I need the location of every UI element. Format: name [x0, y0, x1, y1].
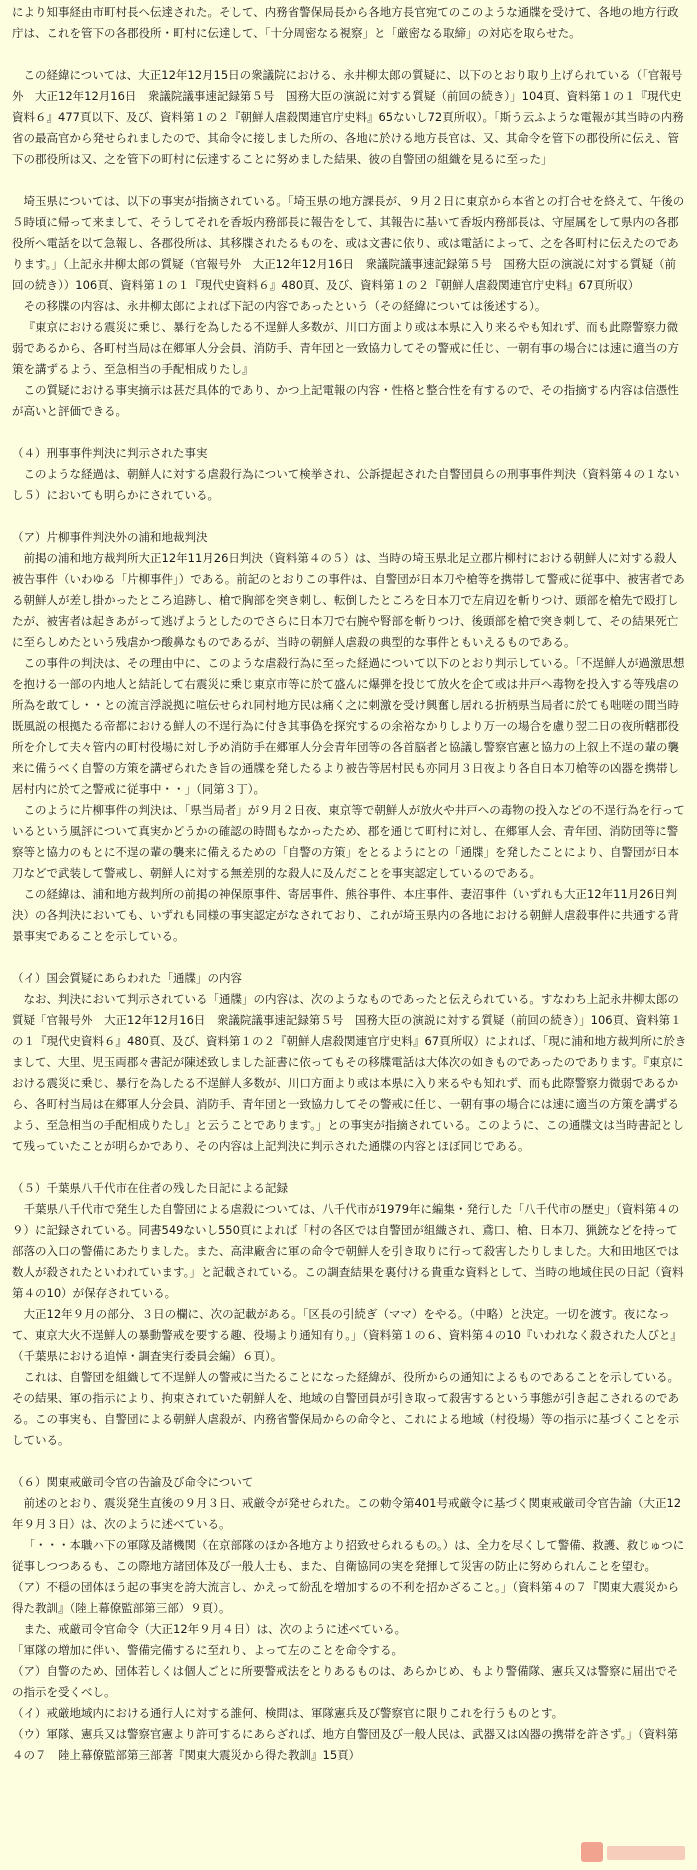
paragraph: このように片柳事件の判決は、「県当局者」が９月２日夜、東京等で朝鮮人が放火や井戸への毒物の投入などの不逞行為を行っているという風評について真実かどうかの確認の時間もなかったため、郡を通じて町村に対し、在郷軍人会、青年団、消防団等に警察等と協力のもとに不逞の輩の襲来に備えるための「自警の方策」をとるようにとの「通牒」を発したことにより、自警団が日本刀などで武装して警戒し、朝鮮人に対する無差別的な殺人に及んだことを事実認定しているのである。: [12, 803, 685, 880]
paragraph: により知事経由市町村長へ伝達された。そして、内務省警保局長から各地方長官宛てのこのような通牒を受けて、各地の地方行政庁は、これを管下の各郡役所・町村に伝達して、「十分周密なる視察」と「厳密なる取締」の対応を取らせた。: [12, 5, 679, 40]
paragraph: この経緯については、大正12年12月15日の衆議院における、永井柳太郎の質疑に、以下のとおり取り上げられている（「官報号外 大正12年12月16日 衆議院議事速記録第５号 国務大臣の演説に対する質疑（前回の続き）」104頁、資料第１の１『現代史資料６』477頁以下、及び、資料第１の２『朝鮮人虐殺関連官庁史料』65ないし72頁所収）。「斯う云ふような電報が其当時の内務省の最高官から発せられましたので、其命令に接しました所の、各地に於ける地方長官は、又、其命令を管下の郡役所に伝え、管下の郡役所は又、之を管下の町村に伝達することに努めました結果、彼の自警団の組織を見るに至った」: [12, 68, 684, 166]
paragraph-gap: [12, 506, 687, 527]
paragraph: 「軍隊の増加に伴い、警備完備するに至れり、よって左のことを命令する。: [12, 1643, 403, 1657]
paragraph-gap: [12, 947, 687, 968]
paragraph: 前述のとおり、震災発生直後の９月３日、戒厳令が発せられた。この勅令第401号戒厳令に基づく関東戒厳司令官告諭（大正12年９月３日）は、次のように述べている。: [12, 1496, 682, 1531]
paragraph: （イ）国会質疑にあらわれた「通牒」の内容: [12, 971, 242, 985]
paragraph: 埼玉県については、以下の事実が指摘されている。「埼玉県の地方課長が、９月２日に東京から本省との打合せを終えて、午後の５時頃に帰って来まして、そうしてそれを香坂内務部長に報告をして、其報告に基いて香坂内務部長は、守屋属をして県内の各郡役所へ電話を以て急報し、各郡役所は、其移牒されたるものを、或は文書に依り、或は電話によって、之を各町村に伝えたのであります。」（上記永井柳太郎の質疑（官報号外 大正12年12月16日 衆議院議事速記録第５号 国務大臣の演説に対する質疑（前回の続き））106頁、資料第１の１『現代史資料６』480頁、及び、資料第１の２『朝鮮人虐殺関連官庁史料』67頁所収）: [12, 194, 685, 292]
paragraph: 「・・・本職ハ下の軍隊及諸機関（在京部隊のほか各地方より招致せられるもの。）は、全力を尽くして警備、救護、救じゅつに従事しつつあるも、この際地方諸団体及び一般人士も、また、自衛協同の実を発揮して災害の防止に努められんことを望む。: [12, 1538, 685, 1573]
paragraph: （ア）片柳事件判決外の浦和地裁判決: [12, 530, 208, 544]
paragraph: （ア）不穏の団体ほう起の事実を誇大流言し、かえって紛乱を増加するの不利を招かざること。」（資料第４の７『関東大震災から得た教訓』（陸上幕僚監部第三部）９頁）。: [12, 1580, 679, 1615]
paragraph-gap: [12, 170, 687, 191]
paragraph: 大正12年９月の部分、３日の欄に、次の記載がある。「区長の引続ぎ（ママ）をやる。（中略）と決定。一切を渡す。夜になって、東京大火不逞鮮人の暴動警戒を要する趣、役場より通知有り。」（資料第１の６、資料第４の10『いわれなく殺された人びと』（千葉県における追悼・調査実行委員会編）６頁）。: [12, 1307, 682, 1363]
paragraph: 『東京における震災に乗じ、暴行を為したる不逞鮮人多数が、川口方面より或は本県に入り来るやも知れず、而も此際警察力微弱であるから、各町村当局は在郷軍人分会員、消防手、青年団と一致協力してその警戒に任じ、一朝有事の場合には速に適当の方策を講ずるよう、至急相当の手配相成りたし』: [12, 320, 679, 376]
paragraph-gap: [12, 1157, 687, 1178]
paragraph: このような経過は、朝鮮人に対する虐殺行為について検挙され、公訴提起された自警団員らの刑事事件判決（資料第４の１ないし５）においても明らかにされている。: [12, 467, 680, 502]
paragraph-gap: [12, 44, 687, 65]
paragraph: この質疑における事実摘示は甚だ具体的であり、かつ上記電報の内容・性格と整合性を有するので、その指摘する内容は信憑性が高いと評価できる。: [12, 383, 679, 418]
paragraph-gap: [12, 1451, 687, 1472]
paragraph: 千葉県八千代市で発生した自警団による虐殺については、八千代市が1979年に編集・発行した「八千代市の歴史」（資料第４の９）に記録されている。同書549ないし550頁によれば「村の各区では自警団が組織され、鳶口、槍、日本刀、猟銃などを持って部落の入口の警備にあたりました。また、高津廠舎に軍の命令で朝鮮人を引き取りに行って殺害したりしました。大和田地区では数人が殺されたといわれています。」と記載されている。この調査結果を裏付ける貴重な資料として、当時の地域住民の日記（資料第４の10）が保存されている。: [12, 1202, 684, 1300]
paragraph-gap: [12, 422, 687, 443]
paragraph: その移牒の内容は、永井柳太郎によれば下記の内容であったという（その経緯については後述する）。: [23, 299, 547, 313]
paragraph: この事件の判決は、その理由中に、このような虐殺行為に至った経過について以下のとおり判示している。「不逞鮮人が過激思想を抱ける一部の内地人と結託して右震災に乗じ東京市等に於て盛んに爆弾を投じて放火を企て或は井戸へ毒物を投入する等残虐の所為を敢てし・・との流言浮説拠に喧伝せられ同村地方民は痛く之に刺激を受け興奮し居れる折柄県当局者に於ても咄嗟の間当時既風説の根拠たる帝都における鮮人の不逞行為に付き其事偽を探究するの余裕なかりしより万一の場合を慮り翌二日の夜所轄郡役所を介して夫々管内の町村役場に対し予め消防手在郷軍人分会青年団等の各首脳者と協議し警察官憲と協力の上叙上不逞の輩の襲来に備うべく自警の方策を講ぜられたき旨の通牒を発したるより被告等居村民も亦同月３日夜より各自日本刀槍等の凶器を携帯し居村内に於て之警戒に従事中・・」（同第３丁）。: [12, 656, 685, 796]
watermark-logo: [579, 1838, 689, 1866]
paragraph: （４）刑事事件判決に判示された事実: [12, 446, 208, 460]
paragraph: （イ）戒厳地域内における通行人に対する誰何、検問は、軍隊憲兵及び警察官に限りこれを行うものとす。: [12, 1706, 564, 1720]
paragraph: （ウ）軍隊、憲兵又は警察官憲より許可するにあらざれば、地方自警団及び一般人民は、武器又は凶器の携帯を許さず。」（資料第４の７ 陸上幕僚監部第三部著『関東大震災から得た教訓』15頁）: [12, 1727, 679, 1762]
paragraph: （５）千葉県八千代市在住者の残した日記による記録: [12, 1181, 288, 1195]
paragraph: （６）関東戒厳司令官の告諭及び命令について: [12, 1475, 254, 1489]
paragraph: また、戒厳司令官命令（大正12年９月４日）は、次のように述べている。: [23, 1622, 407, 1636]
paragraph: なお、判決において判示されている「通牒」の内容は、次のようなものであったと伝えられている。すなわち上記永井柳太郎の質疑「官報号外 大正12年12月16日 衆議院議事速記録第５号 国務大臣の演説に対する質疑（前回の続き）」106頁、資料第１の１『現代史資料６』480頁、及び、資料第１の２『朝鮮人虐殺関連官庁史料』67頁所収）によれば、「現に浦和地方裁判所に於きまして、大里、児玉両郡々書記が陳述致しました証書に依ってもその移牒電話は大体次の如きものであったのであります。『東京における震災に乗じ、暴行を為したる不逞鮮人多数が、川口方面より或は本県に入り来るやも知れず、而も此際警察力微弱であるから、各町村当局は在郷軍人分会員、消防手、青年団と一致協力してその警戒に任じ、一朝有事の場合には速に適当の方策を講ずるよう、至急相当の手配相成りたし』と云うことであります。」との事実が指摘されている。このように、この通牒文は当時書記として残っていたことが明らかであり、その内容は上記判決に判示された通牒の内容とほぼ同じである。: [12, 992, 687, 1153]
paragraph: これは、自警団を組織して不逞鮮人の警戒に当たることになった経緯が、役所からの通知によるものであることを示している。その結果、軍の指示により、拘束されていた朝鮮人を、地域の自警団員が引き取って殺害するという事態が引き起こされるのである。この事実も、自警団による朝鮮人虐殺が、内務省警保局からの命令と、これによる地域（村役場）等の指示に基づくことを示している。: [12, 1370, 679, 1447]
paragraph: この経緯は、浦和地方裁判所の前掲の神保原事件、寄居事件、熊谷事件、本庄事件、妻沼事件（いずれも大正12年11月26日判決）の各判決においても、いずれも同様の事実認定がなされており、これが埼玉県内の各地における朝鮮人虐殺事件に共通する背景事実であることを示している。: [12, 887, 679, 943]
paragraph: （ア）自警のため、団体若しくは個人ごとに所要警戒法をとりあるものは、あらかじめ、もより警備隊、憲兵又は警察に届出でその指示を受くべし。: [12, 1664, 679, 1699]
paragraph: 前掲の浦和地方裁判所大正12年11月26日判決（資料第４の５）は、当時の埼玉県北足立郡片柳村における朝鮮人に対する殺人被告事件（いわゆる「片柳事件」）である。前記のとおりこの事件は、自警団が日本刀や槍等を携帯して警戒に従事中、被害者である朝鮮人が差し掛かったところ追跡し、槍で胸部を突き刺し、転倒したところを日本刀で左肩辺を斬りつけ、頭部を槍先で殴打したが、被害者は起きあがって逃げようとしたのでさらに日本刀で右腕や腎部を斬りつけ、後頭部を槍で突き刺して、その結果死亡に至らしめたという残虐かつ酸鼻なものであるが、当時の朝鮮人虐殺の典型的な事件ともいえるものである。: [12, 551, 685, 649]
